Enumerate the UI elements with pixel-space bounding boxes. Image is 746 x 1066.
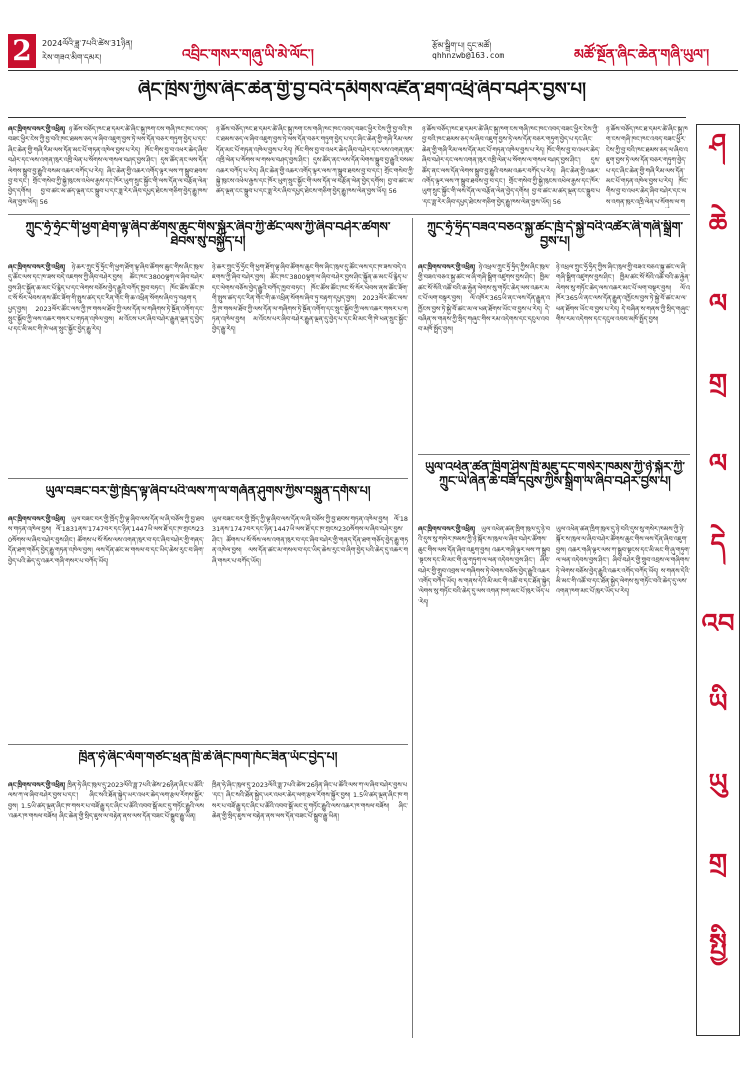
column-divider xyxy=(412,218,413,1038)
banner-glyph: དེ xyxy=(710,529,726,559)
article-2-body-cont: ཉེ་ཆར་ཀྲུང་ཧྲོ་ཧྲོང་གི་ཕྱག་ཐོག་ལྟ་ཞིབ་ཚོགས་ཆུང་གིས་ཞིང་ཁུལ་དུ་ཚོང་ལས་དང་ཁ་ཟས་བདེ་འཇགས་ཀྱི་ཞིབ་བཤེར་བྱས། ཚོང་ཁང་3800ལྷག་ལ་ཞིབ་བཤེར་བྱས་ཤིང་སྐྱོན་ཆ་མང་པོ་རྙེད་པ་དང་ལེགས་བཅོས་བྱེད་རྒྱུའི་བཀོད་ཁྱབ་བཏང་། ཁོང་ཚོས་ཚོང་ཁང་སོ་སོར་ཕེབས་ནས་ཚོང་ཟོག་གི་སྤུས་ཚད་དང་རིན་གོང་གི་ཆ་འཕྲིན་སོགས་ཞིབ་ཏུ་བརྟག་དཔྱད་བྱས། 2023ལོར་ཚོང་ལས་ཀྱི་ཁ་གསལ་ཐོབ་ཀྱི་ལས་དོན་ལ་གཞིགས་ཏེ་སྔོན་འགོག་དང་སྲུང་སྐྱོབ་ཀྱི་ལས་འཆར་གསར་པ་གཏན་འཁེལ་བྱས། མ་འོངས་པར་ཞིབ་བཤེར་རྒྱུན་ལྡན་དུ་བྱེད་པ་དང་མི་མང་གི་ཁེ་ཕན་སྲུང་སྐྱོང་བྱེད་རྒྱུ་རེད། xyxy=(212,263,408,334)
article-4-title: ཡུལ་བཟང་བར་གྱི་ཁྲོད་ལྟ་ཞིབ་པའི་ལས་ཀ་ལ་གཞོན་ཤུགས་ཀྱིས་བསྐྲུན་དགོས་པ། xyxy=(45,484,371,498)
section-divider-3 xyxy=(418,454,690,455)
lead-body-cont-3: ཉ་ཆོས་བཅོད་ཁང་ཐ་དམར་ཚེ་ཞིང་སྐུ་ཁག་ངས་གཞི་ཁང་ཁང་འབད་བཟང་ཕྱིར་ངེས་ཀྱི་བྱ་བའི་ཁང་ཐམས་ཅད་ལ་ཞིབ་འཇུག་བྱས་ཏེ་ལས་དོན་བཅར་གཏུག་བྱེད་པ་དང་ཞིང་ཆེན་གྱི་གཞི་རིམ་ལས་དོན་མང་པོ་གཏན་འཁེལ་བྱས་པ་རེད། ཁོང་གིས་བྱ་བ་འཕར་ཆེད་ཞིབ་བཤེར་དང་ལས་འགན་ཁུར་འཁྲི་ལེན་པ་སོགས་ལ་ག xyxy=(606,125,688,206)
main-headline: ཞིང་ཁྲིས་ཀྱིས་ཞིང་ཆེན་གྱི་བྱ་བའི་དམིགས་འཛིན་ཐག་འཕྲི་ཞིབ་བཤེར་བྱས་པ། xyxy=(137,80,587,100)
side-banner xyxy=(696,124,740,1036)
article-6-title: ཁྲིན་ཧེ་ཞིང་ལོག་གཙང་ཕྲན་ཁྲི་ཆེ་ཞིང་ཁག་ཁོང་ཟིན་ཡོང་བྱེད་པ། xyxy=(78,750,338,764)
article-3-body-cont: ཉེ་འཕྲལ་ཀྲུང་ཧྲོ་ཧྲིད་ཀྱིས་ཞིང་ཁུལ་གྱི་བཟའ་བཅའ་སྐྱ་ཚང་ལ་ཞི་གཞི་སྒྲིག་འཛུགས་བྱས་ཤིང་། ཁྱིམ་ཚང་སོ་སོའི་འཚོ་བའི་ཆ་རྐྱེན་ལེགས་སུ་གཏོང་ཆེད་ལས་འཆར་མང་པོ་ལག་བསྟར་བྱས། ལོ་འཁོར་365ཡི་ནང་ལས་དོན་རྒྱུན་འཁྱོངས་བྱས་ཏེ་སྐྱེ་བོ་ཚང་མ་ལ་ཕན་ཐོགས་ཡོང་བ་བྱས་པ་རེད། དེ་བཞིན་ས་གནས་ཀྱི་སྲིད་གཞུང་གིས་རམ་འདེགས་དང་དངུལ་འབབ་མཁོ་སྤྲོད་བྱས། xyxy=(556,263,690,324)
section-divider-4 xyxy=(8,744,408,745)
weekday-line: རེས་གཟའ་མིག་དམར། xyxy=(42,53,102,62)
article-2-body: ཉེ་ཆར་ཀྲུང་ཧྲོ་ཧྲོང་གི་ཕྱག་ཐོག་ལྟ་ཞིབ་ཚོགས་ཆུང་གིས་ཞིང་ཁུལ་དུ་ཚོང་ལས་དང་ཁ་ཟས་བདེ་འཇགས་ཀྱི་ཞིབ་བཤེར་བྱས། ཚོང་ཁང་3800ལྷག་ལ་ཞིབ་བཤེར་བྱས་ཤིང་སྐྱོན་ཆ་མང་པོ་རྙེད་པ་དང་ལེགས་བཅོས་བྱེད་རྒྱུའི་བཀོད་ཁྱབ་བཏང་། ཁོང་ཚོས་ཚོང་ཁང་སོ་སོར་ཕེབས་ནས་ཚོང་ཟོག་གི་སྤུས་ཚད་དང་རིན་གོང་གི་ཆ་འཕྲིན་སོགས་ཞིབ་ཏུ་བརྟག་དཔྱད་བྱས། 2023ལོར་ཚོང་ལས་ཀྱི་ཁ་གསལ་ཐོབ་ཀྱི་ལས་དོན་ལ་གཞིགས་ཏེ་སྔོན་འགོག་དང་སྲུང་སྐྱོབ་ཀྱི་ལས་འཆར་གསར་པ་གཏན་འཁེལ་བྱས། མ་འོངས་པར་ཞིབ་བཤེར་རྒྱུན་ལྡན་དུ་བྱེད་པ་དང་མི་མང་གི་ཁེ་ཕན་སྲུང་སྐྱོང་བྱེད་རྒྱུ་རེད། xyxy=(8,263,204,334)
article-4-body-cont: ཡུལ་བཟང་བར་གྱི་ཁྲོད་ཀྱི་ལྟ་ཞིབ་ལས་དོན་ལ་ཞི་བཅོས་ཀྱི་བྱ་ཐབས་གཏན་འཁེལ་བྱས། ལོ་1831ནས་1747བར་དང་ཉིན་1447ཡི་ལས་ཐོ་དང་ཁ་གྲངས230སོགས་ལ་ཞིབ་བཤེར་བྱས་ཤིང་། ཚོགས་པ་སོ་སོས་ལས་འགན་ཁུར་བ་དང་ཞིབ་བཤེར་གྱི་གནད་དོན་ཐག་གཅོད་བྱེད་རྒྱུ་གཏན་འཁེལ་བྱས། ལས་དོན་ཚང་མ་གསལ་བ་དང་ཡིད་ཆེས་རུང་བ་ཞིག་བྱེད་པའི་ཆེད་དུ་འཆར་གཞི་གསར་པ་བཀོད་ཡོད། xyxy=(212,515,408,565)
date-line: 2024ལོའི་ཟླ་7པའི་ཚེས་31ཉིན། xyxy=(42,39,133,48)
section-divider-2 xyxy=(8,478,408,479)
lead-article-col-4 xyxy=(606,124,688,208)
banner-glyph: ཡི xyxy=(708,689,728,719)
article-5-col-1 xyxy=(418,524,550,1044)
article-5-byline: ཞང་ཁྲིགས་བསར་གྱི་འཕྲིན། xyxy=(418,525,476,533)
article-4-col-1 xyxy=(8,514,204,736)
article-5-title: ཡུལ་འཕེན་ཚན་ཁྲིག་ཤིས་ཁྲི་མཇུ་དང་གསེར་ཁམས་ཀྱི་ཉེ་སྐོར་ཀྱི་ཀྲུང་ཡེ་ཞེན་ཆེ་བཟོ་དབུས་ཀྱིས་སྒྲིག་ལ་ཞིབ་བཤེར་བྱས་པ། xyxy=(425,460,685,489)
lead-article-col-2 xyxy=(216,124,414,208)
article-6-body-cont: ཁྲིན་ཧེ་ཞིང་ཁུལ་དུ་2023ལོའི་ཟླ་7པའི་ཚེས་26ཉིན་ཞིང་པ་ཚོའི་ལས་ཀ་ལ་ཞིབ་བཤེར་བྱས་པ་དང་། ཞིང་སའི་ཐོན་སྐྱེད་ཡར་འཕར་ཆེད་ལག་རྩལ་རོགས་སྐྱོར་བྱས། 1.5ཡི་ཚད་ལྡན་ཞིང་ཁ་གསར་པ་བཟོ་རྒྱུ་དང་ཞིང་པ་ཚོའི་འབབ་སྒོ་མང་དུ་གཏོང་རྒྱུའི་ལས་འཆར་ཁ་གསལ་བཟོས། ཞིང་ཆེན་གྱི་སྲིད་ཇུས་ལ་བརྟེན་ནས་ལས་དོན་བཟང་པོ་སྒྲུབ་རྒྱུ་ཡིན། xyxy=(212,781,408,821)
headline-divider xyxy=(8,117,686,118)
article-4-byline: ཞང་ཁྲིགས་བསར་གྱི་འཕྲིན། xyxy=(8,515,66,523)
article-6-body: ཁྲིན་ཧེ་ཞིང་ཁུལ་དུ་2023ལོའི་ཟླ་7པའི་ཚེས་26ཉིན་ཞིང་པ་ཚོའི་ལས་ཀ་ལ་ཞིབ་བཤེར་བྱས་པ་དང་། ཞིང་སའི་ཐོན་སྐྱེད་ཡར་འཕར་ཆེད་ལག་རྩལ་རོགས་སྐྱོར་བྱས། 1.5ཡི་ཚད་ལྡན་ཞིང་ཁ་གསར་པ་བཟོ་རྒྱུ་དང་ཞིང་པ་ཚོའི་འབབ་སྒོ་མང་དུ་གཏོང་རྒྱུའི་ལས་འཆར་ཁ་གསལ་བཟོས། ཞིང་ཆེན་གྱི་སྲིད་ཇུས་ལ་བརྟེན་ནས་ལས་དོན་བཟང་པོ་སྒྲུབ་རྒྱུ་ཡིན། xyxy=(8,781,204,821)
article-3-col-2 xyxy=(556,262,690,448)
article-6-col-1 xyxy=(8,780,204,1042)
banner-glyph: ལ xyxy=(708,289,728,319)
email-address[interactable]: qhhnzwb@163.com xyxy=(432,51,505,60)
article-5-col-2 xyxy=(556,524,690,1044)
article-5-body: ཡུལ་འཕེན་ཚན་ཁྲིག་ཁུལ་དུ་ཉེ་བའི་དུས་སུ་གསེར་ཁམས་ཀྱི་ཉེ་སྐོར་ས་ཁུལ་ལ་ཞིབ་བཤེར་ཚོགས་ཆུང་གིས་ལས་དོན་ཞིབ་འཇུག་བྱས། འཆར་གཞི་ལྟར་ལས་ཀ་སྒྲུབ་སྟངས་དང་མི་མང་གི་ཞུ་གཏུག་ལ་ལན་འདེབས་བྱས་ཤིང་། ཞིབ་བཤེར་གྱི་གྲུབ་འབྲས་ལ་གཞིགས་ཏེ་ལེགས་བཅོས་བྱེད་རྒྱུའི་འཆར་འགོད་བཀོད་ཡོད། ས་གནས་དེའི་མི་མང་གི་འཚོ་བ་དང་ཐོན་སྐྱེད་ལེགས་སུ་གཏོང་བའི་ཆེད་དུ་ལས་འགན་ཁག་མང་པོ་ཁུར་ཡོད་པ་རེད། xyxy=(418,525,550,606)
banner-glyph: འབ xyxy=(701,609,735,639)
article-4-body: ཡུལ་བཟང་བར་གྱི་ཁྲོད་ཀྱི་ལྟ་ཞིབ་ལས་དོན་ལ་ཞི་བཅོས་ཀྱི་བྱ་ཐབས་གཏན་འཁེལ་བྱས། ལོ་1831ནས་1747བར་དང་ཉིན་1447ཡི་ལས་ཐོ་དང་ཁ་གྲངས230སོགས་ལ་ཞིབ་བཤེར་བྱས་ཤིང་། ཚོགས་པ་སོ་སོས་ལས་འགན་ཁུར་བ་དང་ཞིབ་བཤེར་གྱི་གནད་དོན་ཐག་གཅོད་བྱེད་རྒྱུ་གཏན་འཁེལ་བྱས། ལས་དོན་ཚང་མ་གསལ་བ་དང་ཡིད་ཆེས་རུང་བ་ཞིག་བྱེད་པའི་ཆེད་དུ་འཆར་གཞི་གསར་པ་བཀོད་ཡོད། xyxy=(8,515,204,565)
masthead-left: འབྲིང་གསར་གཞུ་ཡི་མེ་ལོང་། xyxy=(182,47,314,63)
header-divider xyxy=(8,70,738,71)
banner-glyph: ཤ xyxy=(709,129,727,159)
banner-glyph: གྲ xyxy=(708,849,728,879)
article-3-body: ཉེ་འཕྲལ་ཀྲུང་ཧྲོ་ཧྲིད་ཀྱིས་ཞིང་ཁུལ་གྱི་བཟའ་བཅའ་སྐྱ་ཚང་ལ་ཞི་གཞི་སྒྲིག་འཛུགས་བྱས་ཤིང་། ཁྱིམ་ཚང་སོ་སོའི་འཚོ་བའི་ཆ་རྐྱེན་ལེགས་སུ་གཏོང་ཆེད་ལས་འཆར་མང་པོ་ལག་བསྟར་བྱས། ལོ་འཁོར་365ཡི་ནང་ལས་དོན་རྒྱུན་འཁྱོངས་བྱས་ཏེ་སྐྱེ་བོ་ཚང་མ་ལ་ཕན་ཐོགས་ཡོང་བ་བྱས་པ་རེད། དེ་བཞིན་ས་གནས་ཀྱི་སྲིད་གཞུང་གིས་རམ་འདེགས་དང་དངུལ་འབབ་མཁོ་སྤྲོད་བྱས། xyxy=(418,263,550,334)
article-6-col-2 xyxy=(212,780,408,1042)
article-6-byline: ཞང་ཁྲིགས་བསར་གྱི་འཕྲིན། xyxy=(8,781,66,789)
article-2-col-2 xyxy=(212,262,408,472)
banner-glyph: ཡུ xyxy=(708,769,728,799)
lead-body: ཉ་ཆོས་བཅོད་ཁང་ཐ་དམར་ཚེ་ཞིང་སྐུ་ཁག་ངས་གཞི་ཁང་ཁང་འབད་བཟང་ཕྱིར་ངེས་ཀྱི་བྱ་བའི་ཁང་ཐམས་ཅད་ལ་ཞིབ་འཇུག་བྱས་ཏེ་ལས་དོན་བཅར་གཏུག་བྱེད་པ་དང་ཞིང་ཆེན་གྱི་གཞི་རིམ་ལས་དོན་མང་པོ་གཏན་འཁེལ་བྱས་པ་རེད། ཁོང་གིས་བྱ་བ་འཕར་ཆེད་ཞིབ་བཤེར་དང་ལས་འགན་ཁུར་འཁྲི་ལེན་པ་སོགས་ལ་གསལ་བཤད་བྱས་ཤིང་། དུས་ཚོད་ནང་ལས་དོན་ལེགས་སྒྲུབ་བྱ་རྒྱུའི་བསམ་འཆར་བཀོད་པ་རེད། ཞིང་ཆེན་གྱི་འཆར་འགོད་ལྟར་ལས་ཀ་སྒྲུབ་ཐབས་བྱ་བ་དང་། གྲོང་གསེབ་ཀྱི་སྐྱེ་ཁུངས་འཕེལ་རྒྱས་དང་ཁོར་ཡུག་སྲུང་སྐྱོང་གི་ལས་དོན་ལ་བརྩོན་ལེན་བྱེད་དགོས། བྱ་བ་ཚང་མ་ཚད་ལྡན་ངང་སྒྲུབ་པ་དང་ཟླ་རེར་ཞིབ་དཔྱད་ཐེངས་གཅིག་བྱེད་རྒྱུ་ཁས་ལེན་བྱས་ཡོད། 56 xyxy=(8,125,208,206)
banner-glyph: གྲ xyxy=(708,369,728,399)
banner-glyph: ཆེ xyxy=(708,209,728,239)
lead-article-col-3 xyxy=(422,124,600,208)
banner-glyph: སྤྱི xyxy=(709,929,727,959)
article-3-title: ཀྲུང་ཧྲོ་ཧྲིད་བཟའ་བཅའ་སྐྱ་ཚང་ཁྲོ་དེ་སྐྱེ་བའི་འཚེར་ཞི་གཞི་སྒྲིག་བྱས་པ། xyxy=(426,220,684,249)
masthead-right: མཚོ་སྔོན་ཞིང་ཆེན་གཞི་ཡུལ་། xyxy=(574,47,710,63)
lead-body-cont-2: ཉ་ཆོས་བཅོད་ཁང་ཐ་དམར་ཚེ་ཞིང་སྐུ་ཁག་ངས་གཞི་ཁང་ཁང་འབད་བཟང་ཕྱིར་ངེས་ཀྱི་བྱ་བའི་ཁང་ཐམས་ཅད་ལ་ཞིབ་འཇུག་བྱས་ཏེ་ལས་དོན་བཅར་གཏུག་བྱེད་པ་དང་ཞིང་ཆེན་གྱི་གཞི་རིམ་ལས་དོན་མང་པོ་གཏན་འཁེལ་བྱས་པ་རེད། ཁོང་གིས་བྱ་བ་འཕར་ཆེད་ཞིབ་བཤེར་དང་ལས་འགན་ཁུར་འཁྲི་ལེན་པ་སོགས་ལ་གསལ་བཤད་བྱས་ཤིང་། དུས་ཚོད་ནང་ལས་དོན་ལེགས་སྒྲུབ་བྱ་རྒྱུའི་བསམ་འཆར་བཀོད་པ་རེད། ཞིང་ཆེན་གྱི་འཆར་འགོད་ལྟར་ལས་ཀ་སྒྲུབ་ཐབས་བྱ་བ་དང་། གྲོང་གསེབ་ཀྱི་སྐྱེ་ཁུངས་འཕེལ་རྒྱས་དང་ཁོར་ཡུག་སྲུང་སྐྱོང་གི་ལས་དོན་ལ་བརྩོན་ལེན་བྱེད་དགོས། བྱ་བ་ཚང་མ་ཚད་ལྡན་ངང་སྒྲུབ་པ་དང་ཟླ་རེར་ཞིབ་དཔྱད་ཐེངས་གཅིག་བྱེད་རྒྱུ་ཁས་ལེན་བྱས་ཡོད། 56 xyxy=(422,125,600,206)
article-2-byline: ཞང་ཁྲིགས་བསར་གྱི་འཕྲིན། xyxy=(8,263,66,271)
lead-byline: ཞང་ཁྲིགས་བསར་གྱི་འཕྲིན། xyxy=(8,125,66,133)
article-2-col-1 xyxy=(8,262,204,472)
article-2-title: ཀྲུང་ཧྲོ་ཧྲོང་གི་ཕྱག་ཐོག་ལྟ་ཞིབ་ཚོགས་ཆུང་གིས་སྐོར་ཞིབ་ཀྱི་ཚོང་ལས་ཀྱི་ཞིབ་བཤེར་ཚགས་ཐེབས་སུ་བསྐྱོད་པ། xyxy=(25,220,391,249)
page-number: 2 xyxy=(8,34,36,68)
article-3-byline: ཞང་ཁྲིགས་བསར་གྱི་འཕྲིན། xyxy=(418,263,476,271)
editor-line: རྩོམ་སྒྲིག་པ། དུང་མཚོ། xyxy=(432,41,492,50)
lead-article-col-1 xyxy=(8,124,208,208)
banner-glyph: ལ xyxy=(708,449,728,479)
section-divider-1 xyxy=(8,214,690,215)
article-4-col-2 xyxy=(212,514,408,736)
article-3-col-1 xyxy=(418,262,550,448)
lead-body-cont: ཉ་ཆོས་བཅོད་ཁང་ཐ་དམར་ཚེ་ཞིང་སྐུ་ཁག་ངས་གཞི་ཁང་ཁང་འབད་བཟང་ཕྱིར་ངེས་ཀྱི་བྱ་བའི་ཁང་ཐམས་ཅད་ལ་ཞིབ་འཇུག་བྱས་ཏེ་ལས་དོན་བཅར་གཏུག་བྱེད་པ་དང་ཞིང་ཆེན་གྱི་གཞི་རིམ་ལས་དོན་མང་པོ་གཏན་འཁེལ་བྱས་པ་རེད། ཁོང་གིས་བྱ་བ་འཕར་ཆེད་ཞིབ་བཤེར་དང་ལས་འགན་ཁུར་འཁྲི་ལེན་པ་སོགས་ལ་གསལ་བཤད་བྱས་ཤིང་། དུས་ཚོད་ནང་ལས་དོན་ལེགས་སྒྲུབ་བྱ་རྒྱུའི་བསམ་འཆར་བཀོད་པ་རེད། ཞིང་ཆེན་གྱི་འཆར་འགོད་ལྟར་ལས་ཀ་སྒྲུབ་ཐབས་བྱ་བ་དང་། གྲོང་གསེབ་ཀྱི་སྐྱེ་ཁུངས་འཕེལ་རྒྱས་དང་ཁོར་ཡུག་སྲུང་སྐྱོང་གི་ལས་དོན་ལ་བརྩོན་ལེན་བྱེད་དགོས། བྱ་བ་ཚང་མ་ཚད་ལྡན་ངང་སྒྲུབ་པ་དང་ཟླ་རེར་ཞིབ་དཔྱད་ཐེངས་གཅིག་བྱེད་རྒྱུ་ཁས་ལེན་བྱས་ཡོད། 56 xyxy=(216,125,414,196)
article-5-body-cont: ཡུལ་འཕེན་ཚན་ཁྲིག་ཁུལ་དུ་ཉེ་བའི་དུས་སུ་གསེར་ཁམས་ཀྱི་ཉེ་སྐོར་ས་ཁུལ་ལ་ཞིབ་བཤེར་ཚོགས་ཆུང་གིས་ལས་དོན་ཞིབ་འཇུག་བྱས། འཆར་གཞི་ལྟར་ལས་ཀ་སྒྲུབ་སྟངས་དང་མི་མང་གི་ཞུ་གཏུག་ལ་ལན་འདེབས་བྱས་ཤིང་། ཞིབ་བཤེར་གྱི་གྲུབ་འབྲས་ལ་གཞིགས་ཏེ་ལེགས་བཅོས་བྱེད་རྒྱུའི་འཆར་འགོད་བཀོད་ཡོད། ས་གནས་དེའི་མི་མང་གི་འཚོ་བ་དང་ཐོན་སྐྱེད་ལེགས་སུ་གཏོང་བའི་ཆེད་དུ་ལས་འགན་ཁག་མང་པོ་ཁུར་ཡོད་པ་རེད། xyxy=(556,525,690,596)
